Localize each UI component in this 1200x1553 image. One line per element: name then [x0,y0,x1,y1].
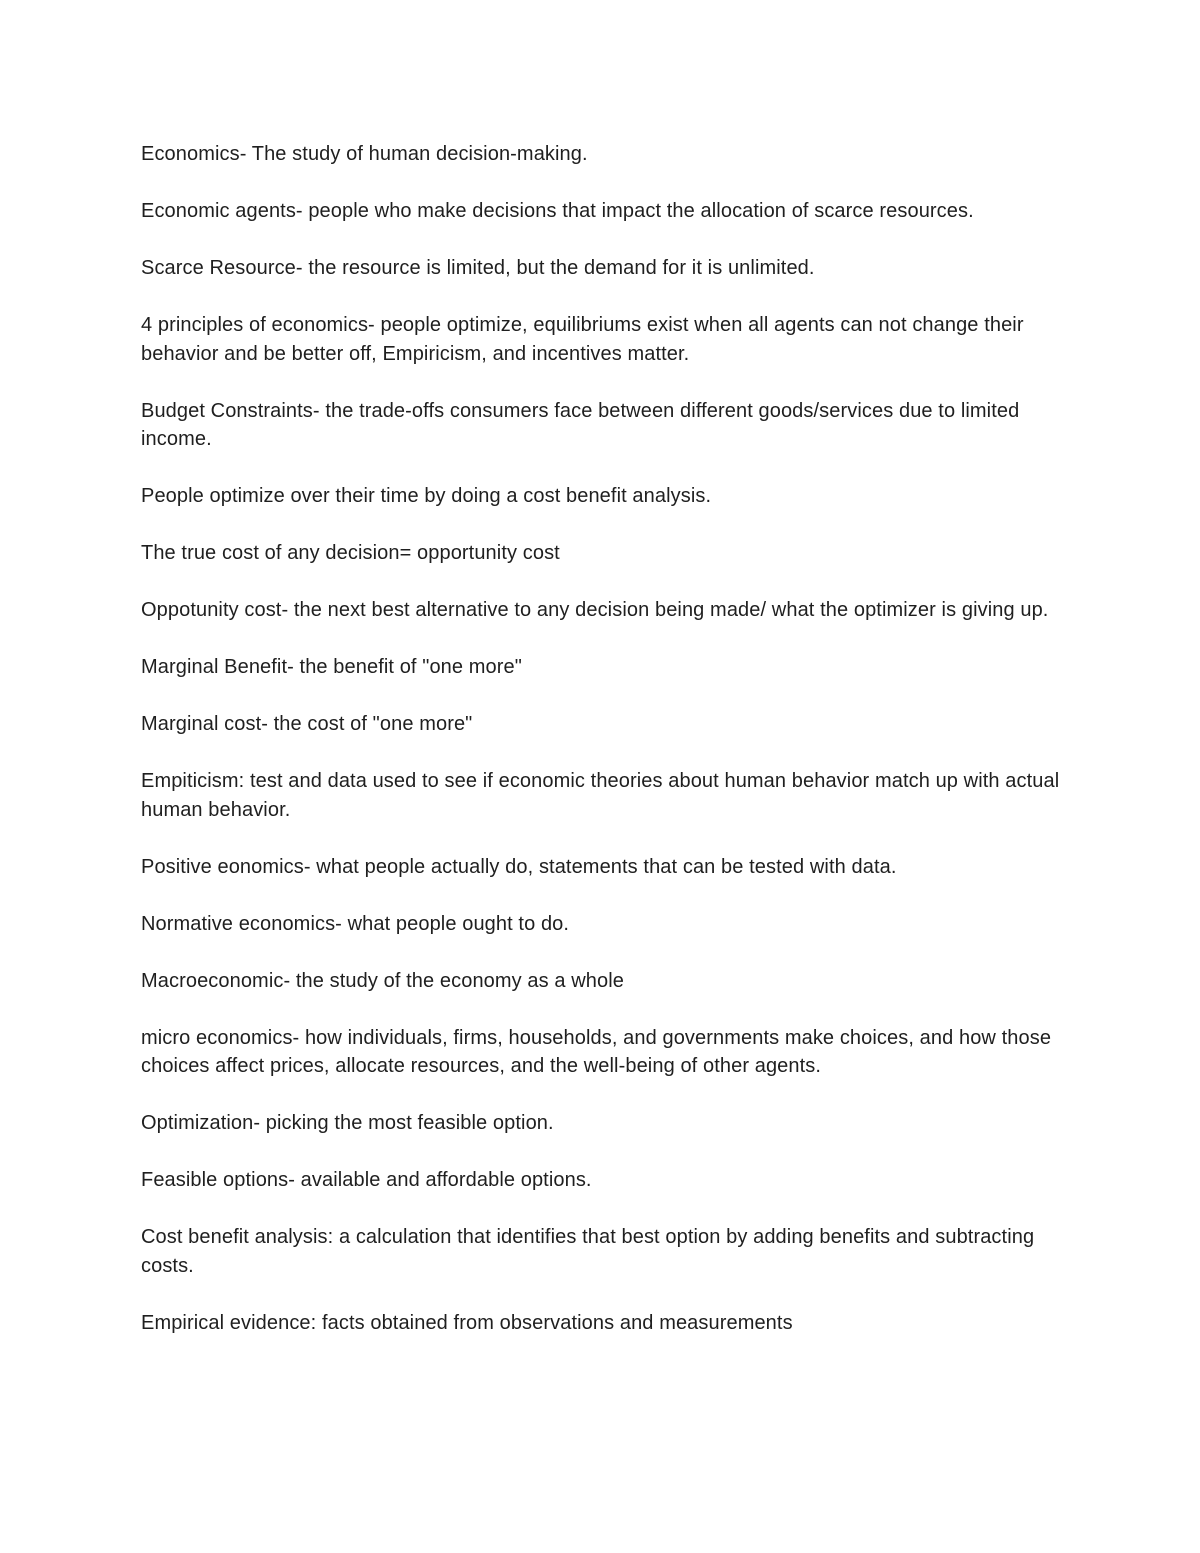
paragraph-true-cost: The true cost of any decision= opportunity cost [141,542,560,564]
paragraph-feasible-options: Feasible options- available and affordable options. [141,1169,592,1191]
paragraph-scarce-resource: Scarce Resource- the resource is limited, but the demand for it is unlimited. [141,257,815,279]
paragraph-micro-economics: micro economics- how individuals, firms, households, and governments make choices, and how those choices affect prices, allocate resources, and the well-being of other agents. [141,1026,1052,1077]
paragraph-marginal-benefit: Marginal Benefit- the benefit of "one more" [141,656,522,678]
paragraph-four-principles: 4 principles of economics- people optimize, equilibriums exist when all agents can not change their behavior and be better off, Empiricism, and incentives matter. [141,314,1024,365]
paragraph-opportunity-cost: Oppotunity cost- the next best alternative to any decision being made/ what the optimizer is giving up. [141,599,1049,621]
paragraph-macroeconomic: Macroeconomic- the study of the economy as a whole [141,969,625,992]
paragraph-budget-constraints: Budget Constraints- the trade-offs consumers face between different goods/services due to limited income. [141,399,1020,450]
paragraph-economic-agents: Economic agents- people who make decisions that impact the allocation of scarce resources. [141,200,974,222]
paragraph-economics: Economics- The study of human decision-making. [141,143,588,165]
paragraph-positive-economics: Positive eonomics- what people actually do, statements that can be tested with data. [141,855,897,878]
paragraph-normative-economics: Normative economics- what people ought to do. [141,912,570,935]
paragraph-empirical-evidence: Empirical evidence: facts obtained from observations and measurements [141,1311,793,1334]
paragraph-marginal-cost: Marginal cost- the cost of "one more" [141,713,473,735]
paragraph-empiricism: Empiticism: test and data used to see if economic theories about human behavior match up with actual human behavior. [141,770,1060,821]
notes-body [141,140,1071,1366]
paragraph-cost-benefit-analysis: Cost benefit analysis: a calculation that identifies that best option by adding benefits and subtracting costs. [141,1226,1035,1277]
paragraph-optimization: Optimization- picking the most feasible option. [141,1112,554,1134]
paragraph-people-optimize: People optimize over their time by doing a cost benefit analysis. [141,485,712,507]
